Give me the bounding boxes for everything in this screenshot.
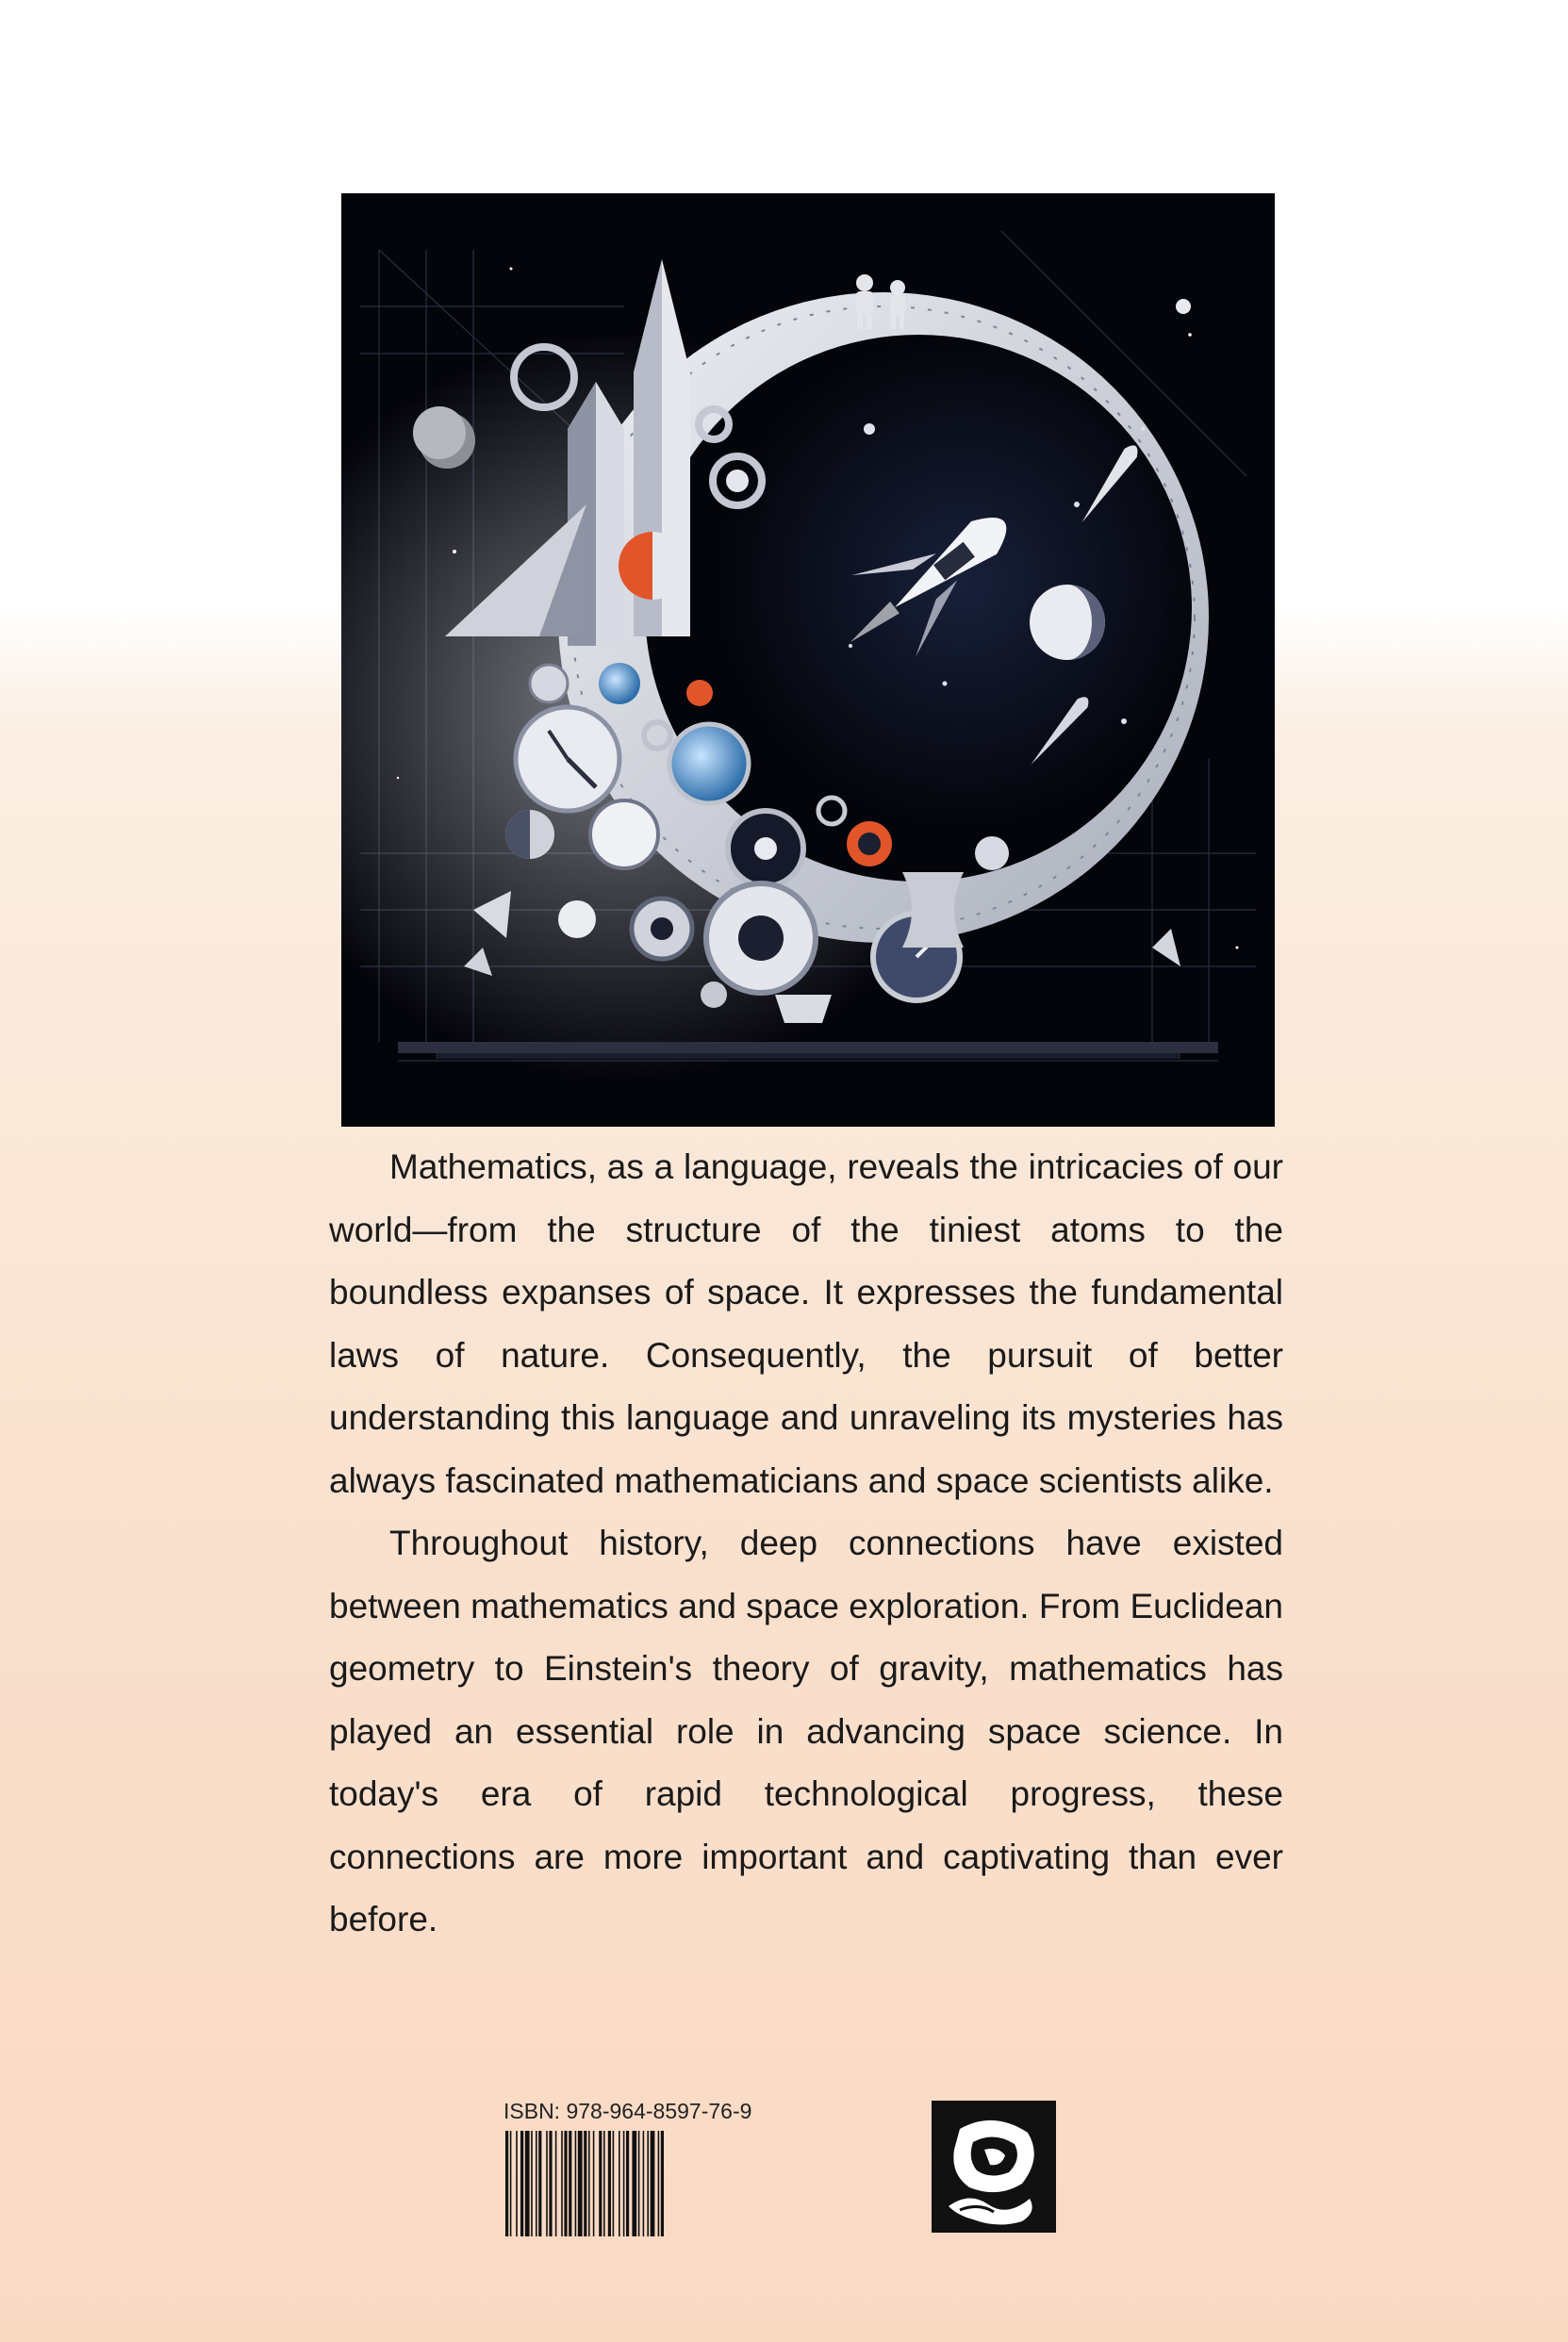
cover-illustration [341, 193, 1275, 1127]
isbn-barcode [503, 2131, 775, 2236]
blurb-paragraph-2: Throughout history, deep connections have existed between mathematics and space exploration. From Euclidean geometry to Einstein's theory of gravity, mathematics has played an essential role in advancing space science. In today's era of rapid technological progress, these connections are more important and captivating than ever before. [329, 1524, 1283, 1938]
back-cover-blurb [329, 1136, 1283, 1952]
publisher-logo-icon [932, 2101, 1056, 2233]
space-mathematics-illustration [341, 193, 1275, 1127]
isbn-text: ISBN: 978-964-8597-76-9 [503, 2099, 752, 2123]
blurb-paragraph-1: Mathematics, as a language, reveals the intricacies of our world—from the structure of the tiniest atoms to the boundless expanses of space. It expresses the fundamental laws of nature. Consequently, the pursuit of better understanding this language and unraveling its mysteries has always fascinated mathematicians and space scientists alike. [329, 1147, 1283, 1500]
